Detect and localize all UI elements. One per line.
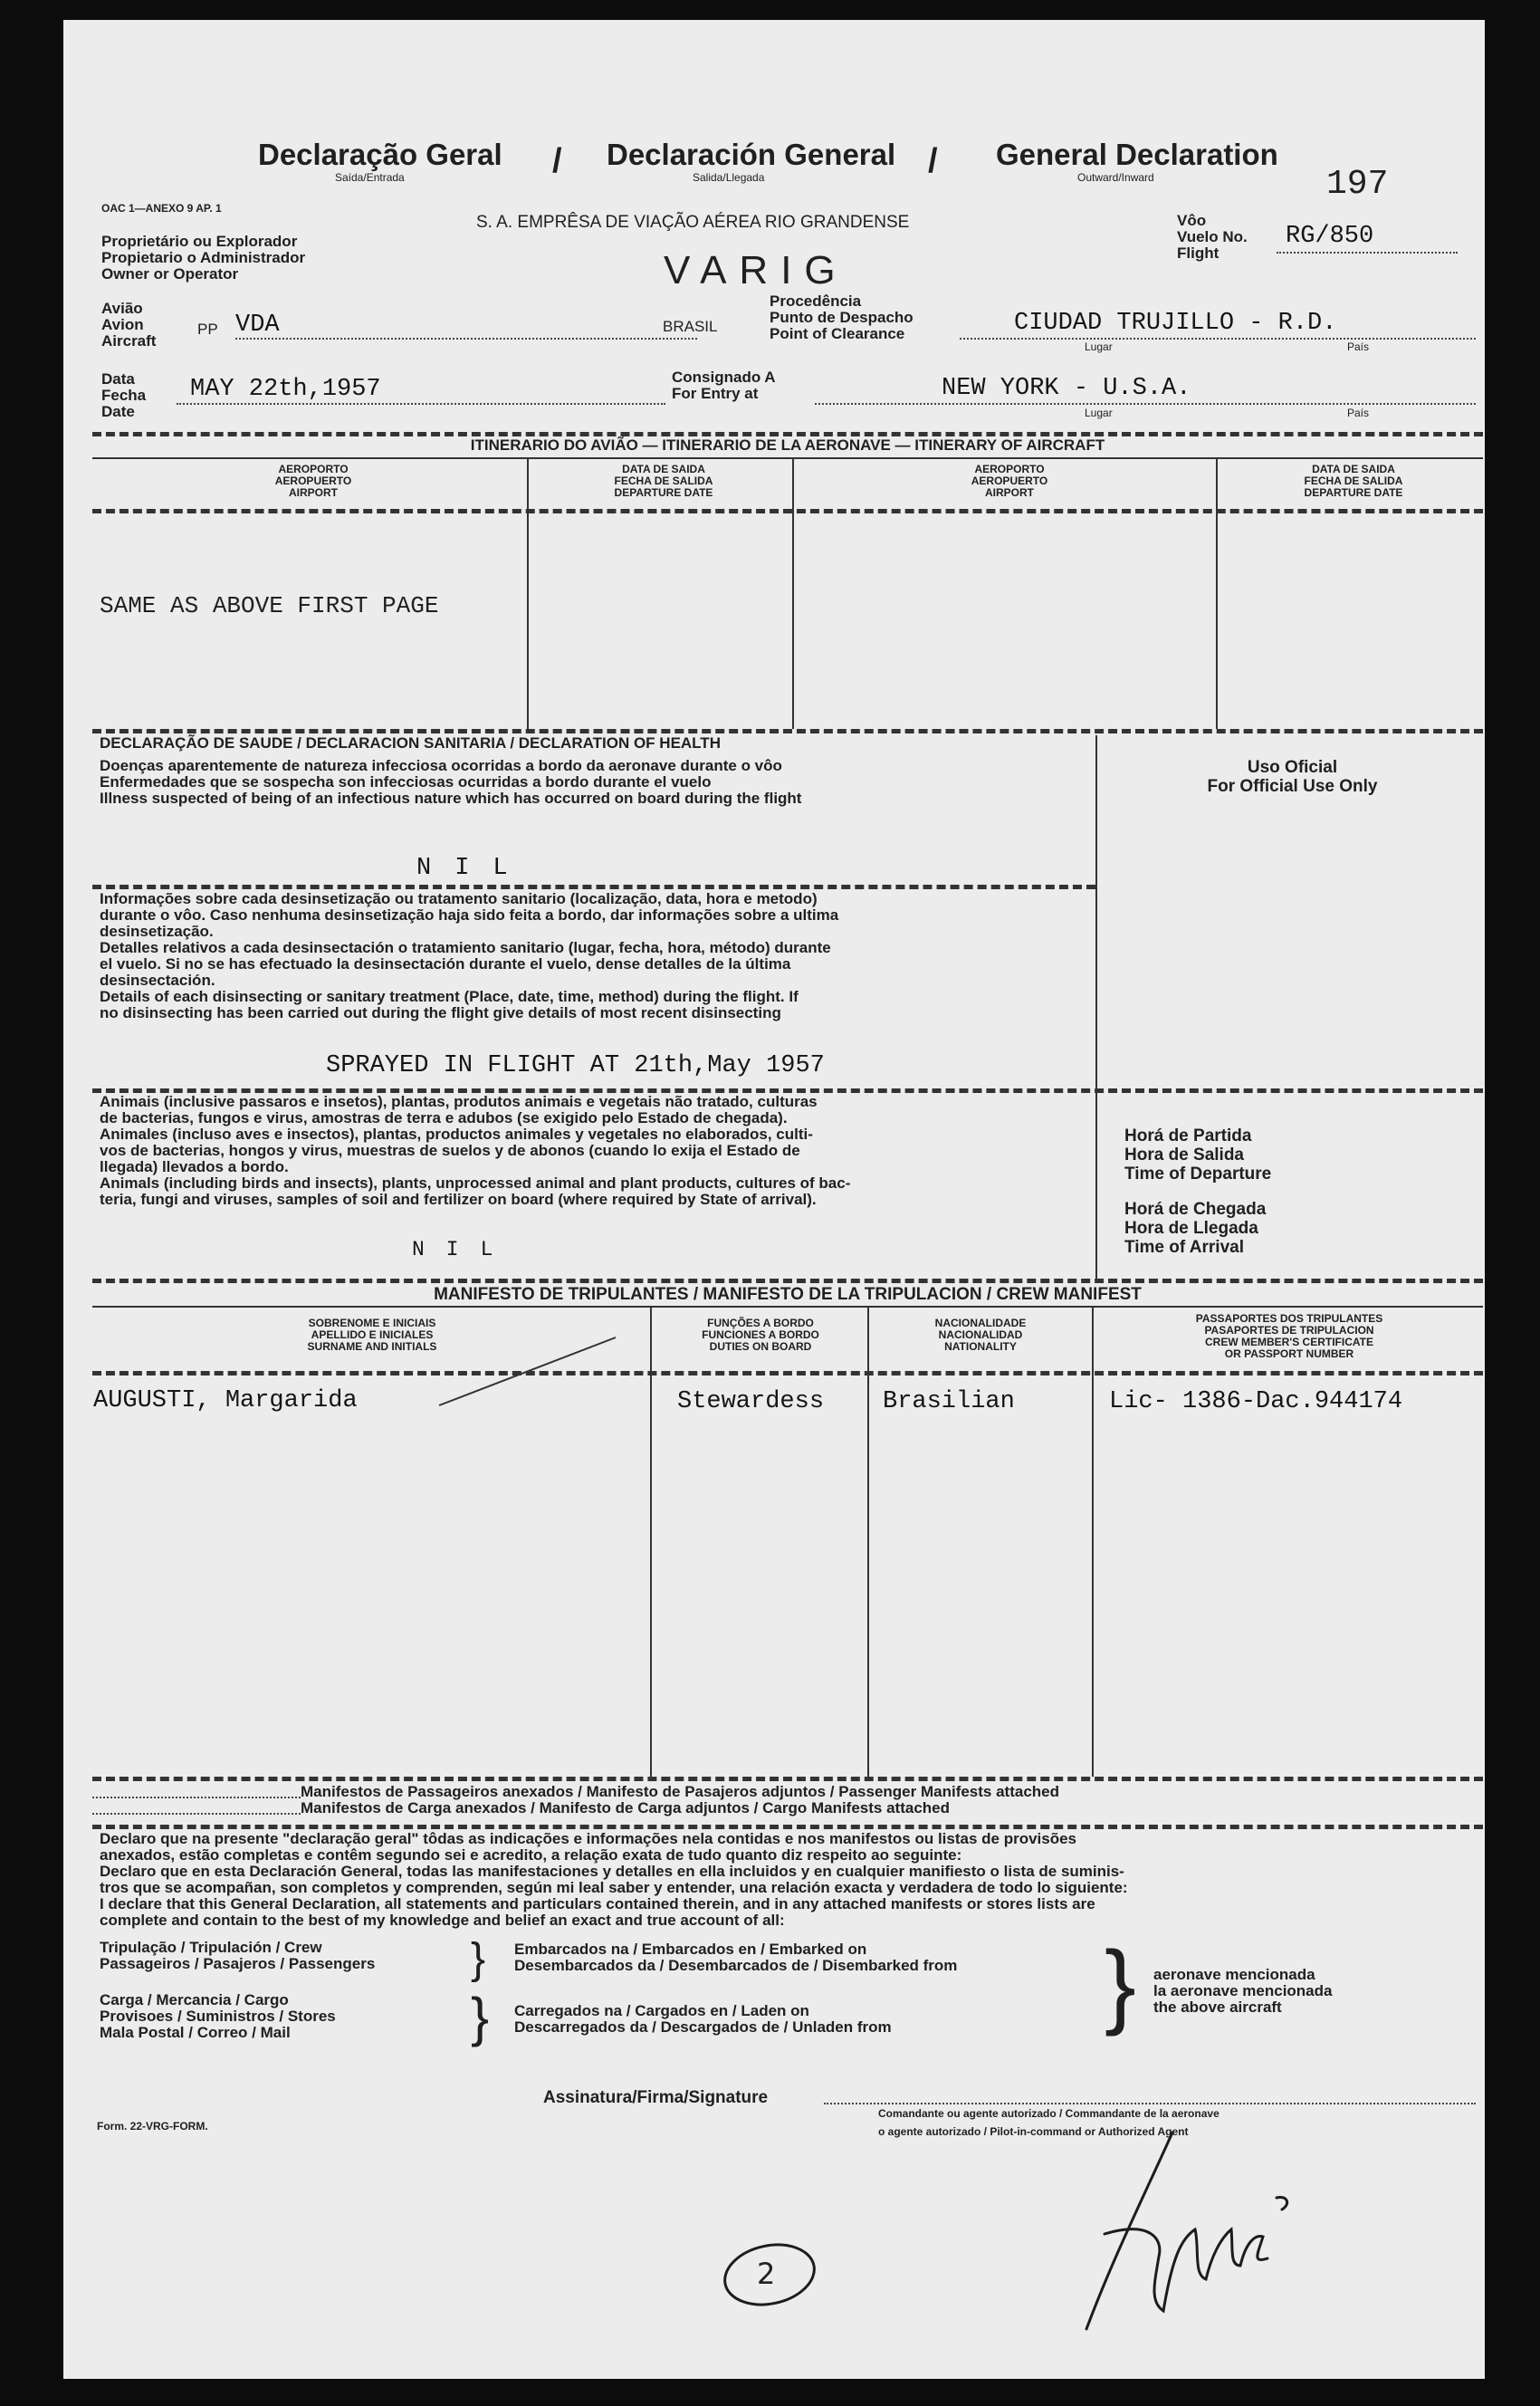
title-spanish: Declaración General (607, 138, 896, 171)
airline-name: VARIG (664, 248, 848, 292)
crew-member-nationality: Brasilian (883, 1388, 1015, 1415)
crew-col-name: SOBRENOME E INICIAIS APELLIDO E INICIALES SURNAME AND INITIALS (307, 1317, 437, 1353)
passenger-manifests-line: Manifestos de Passageiros anexados / Manifesto de Pasajeros adjuntos / Passenger Manifests attached (301, 1783, 1060, 1800)
date-value: MAY 22th,1957 (190, 376, 381, 403)
diseases-text: Doenças aparentemente de natureza infecciosa ocorridas a bordo da aeronave durante o vôo Enfermedades que se sospecha son infecciosas ocurridas a bordo durante el vuelo Illness suspected of being of an infectious nature which has occurred on board during the flight (100, 757, 802, 807)
departure-time-label: Horá de Partida Hora de Salida Time of Departure (1124, 1126, 1272, 1184)
crew-col-passport: PASSAPORTES DOS TRIPULANTES PASAPORTES DE TRIPULACION CREW MEMBER'S CERTIFICATE OR PASSPORT NUMBER (1195, 1312, 1383, 1360)
crew-passengers-label: Tripulação / Tripulación / Crew Passageiros / Pasajeros / Passengers (100, 1939, 376, 1972)
animals-text: Animais (inclusive passaros e insetos), plantas, produtos animais e vegetais não tratado, culturas de bacterias, fungos e virus, amostras de terra e adubos (se exigido pelo Estado de chegada). Animales (incluso aves e insectos), plantas, productos animales y vegetales no elaborados, culti- vos de bacterias, hongos y virus, muestras de suelos y de abonos (cuando lo exija el Estado de llegada) llevados a bordo. Animals (including birds and insects), plants, unprocessed animal and plant products, cultures of bac- teria, fungi and viruses, samples of soil and fertilizer on board (where required by State of arrival). (100, 1093, 851, 1208)
entry-label: Consignado A For Entry at (672, 369, 776, 402)
document-sheet (63, 20, 1485, 2379)
crew-col-duties: FUNÇÕES A BORDO FUNCIONES A BORDO DUTIES ON BOARD (702, 1317, 819, 1353)
signature-label: Assinatura/Firma/Signature (543, 2088, 769, 2107)
aircraft-label: Avião Avion Aircraft (101, 300, 157, 350)
company-name: S. A. EMPRÊSA DE VIAÇÃO AÉREA RIO GRANDENSE (476, 213, 910, 232)
aircraft-reference: aeronave mencionada la aeronave mencionada the above aircraft (1153, 1966, 1333, 2016)
title-separator: / (928, 142, 938, 180)
crew-col-nationality: NACIONALIDADE NACIONALIDAD NATIONALITY (934, 1317, 1027, 1353)
animals-value: NIL (412, 1238, 515, 1261)
country-label: País (1347, 340, 1370, 353)
entry-point: NEW YORK - U.S.A. (942, 375, 1191, 402)
crew-member-name: AUGUSTI, Margarida (93, 1387, 358, 1414)
circled-page-mark-number: 2 (757, 2257, 776, 2291)
crew-member-duties: Stewardess (677, 1388, 825, 1415)
disinsecting-text: Informações sobre cada desinsetização ou tratamento sanitario (localização, data, hora e metodo) durante o vôo. Caso nenhuma desinsetização haja sido feita a bordo, dar informações sobre a ultima desinsetização. Detalles relativos a cada desinsectación o tratamiento sanitario (lugar, fecha, hora, método) durante el vuelo. Si no se has efectuado la desinsectación durante el vuelo, dense detalles de la última desinsectación. Details of each disinsecting or sanitary treatment (Place, date, time, method) during the flight. If no disinsecting has been carried out during the flight give details of most recent disinsecting (100, 890, 839, 1021)
page-number: 197 (1326, 165, 1389, 204)
owner-label: Proprietário ou Explorador Propietario o Administrador Owner or Operator (101, 233, 306, 283)
form-code: Form. 22-VRG-FORM. (97, 2120, 208, 2133)
arrival-time-label: Horá de Chegada Hora de Llegada Time of Arrival (1124, 1200, 1267, 1257)
date-label: Data Fecha Date (101, 370, 147, 420)
aircraft-country: BRASIL (663, 318, 718, 335)
country-label: País (1347, 407, 1370, 419)
subtitle-portuguese: Saída/Entrada (335, 171, 405, 184)
subtitle-spanish: Salida/Llegada (693, 171, 765, 184)
official-use-label: Uso Oficial For Official Use Only (1207, 758, 1378, 796)
brace: } (1105, 1932, 1136, 2037)
departure-point-label: Procedência Punto de Despacho Point of Clearance (770, 292, 913, 342)
health-header: DECLARAÇÃO DE SAUDE / DECLARACION SANITARIA / DECLARATION OF HEALTH (100, 734, 721, 752)
cargo-manifests-line: Manifestos de Carga anexados / Manifesto de Carga adjuntos / Cargo Manifests attached (301, 1799, 950, 1816)
title-english: General Declaration (996, 138, 1278, 171)
diseases-value: NIL (416, 855, 531, 882)
aircraft-registration: VDA (235, 312, 280, 339)
itinerary-col-date: DATA DE SAIDA FECHA DE SALIDA DEPARTURE DATE (614, 463, 713, 499)
flight-number: RG/850 (1286, 223, 1374, 250)
departure-point: CIUDAD TRUJILLO - R.D. (1014, 310, 1337, 337)
form-reference: OAC 1—ANEXO 9 AP. 1 (101, 202, 222, 215)
itinerary-col-date: DATA DE SAIDA FECHA DE SALIDA DEPARTURE DATE (1304, 463, 1403, 499)
itinerary-col-airport: AEROPORTO AEROPUERTO AIRPORT (274, 463, 352, 499)
declaration-text: Declaro que na presente "declaração geral" tôdas as indicações e informações nela contidas e nos manifestos ou listas de provisões anexados, estão completas e contêm segundo sei e acredito, a relação exata de tudo quanto diz respeito ao seguinte: Declaro que en esta Declaración General, todas las manifestaciones y detalles en ella incluidos y en cualquier manifiesto o lista de suminis- tros que se acompañan, son completos y comprenden, según mi leal saber y entender, una relación exacta y verdadera de todo lo siguiente: I declare that this General Declaration, all statements and particulars contained therein, and in any attached manifests or stores lists are complete and contain to the best of my knowledge and belief an exact and true account of all: (100, 1830, 1128, 1929)
brace: } (471, 1987, 490, 2047)
brace: } (471, 1935, 486, 1983)
title-portuguese: Declaração Geral (258, 138, 502, 171)
flight-label: Vôo Vuelo No. Flight (1177, 212, 1248, 262)
laden-label: Carregados na / Cargados en / Laden on Descarregados da / Descargados de / Unladen from (514, 2002, 892, 2036)
itinerary-note: SAME AS ABOVE FIRST PAGE (100, 592, 439, 619)
crew-header: MANIFESTO DE TRIPULANTES / MANIFESTO DE LA TRIPULACION / CREW MANIFEST (434, 1285, 1142, 1304)
cargo-stores-label: Carga / Mercancia / Cargo Provisoes / Suministros / Stores Mala Postal / Correo / Mail (100, 1991, 336, 2041)
itinerary-col-airport: AEROPORTO AEROPUERTO AIRPORT (971, 463, 1048, 499)
aircraft-prefix: PP (197, 321, 218, 338)
signer-role-line2: o agente autorizado / Pilot-in-command or Authorized Agent (878, 2125, 1189, 2138)
embarked-label: Embarcados na / Embarcados en / Embarked on Desembarcados da / Desembarcados de / Disembarked from (514, 1941, 958, 1974)
itinerary-header: ITINERARIO DO AVIÃO — ITINERARIO DE LA AERONAVE — ITINERARY OF AIRCRAFT (470, 436, 1105, 454)
crew-member-passport: Lic- 1386-Dac.944174 (1109, 1388, 1403, 1415)
subtitle-english: Outward/Inward (1077, 171, 1154, 184)
place-label: Lugar (1085, 407, 1113, 419)
disinsecting-value: SPRAYED IN FLIGHT AT 21th,May 1957 (326, 1052, 825, 1079)
circled-page-mark (63, 20, 64, 21)
signer-role-line1: Comandante ou agente autorizado / Commandante de la aeronave (878, 2107, 1220, 2120)
title-separator: / (552, 142, 562, 180)
place-label: Lugar (1085, 340, 1113, 353)
